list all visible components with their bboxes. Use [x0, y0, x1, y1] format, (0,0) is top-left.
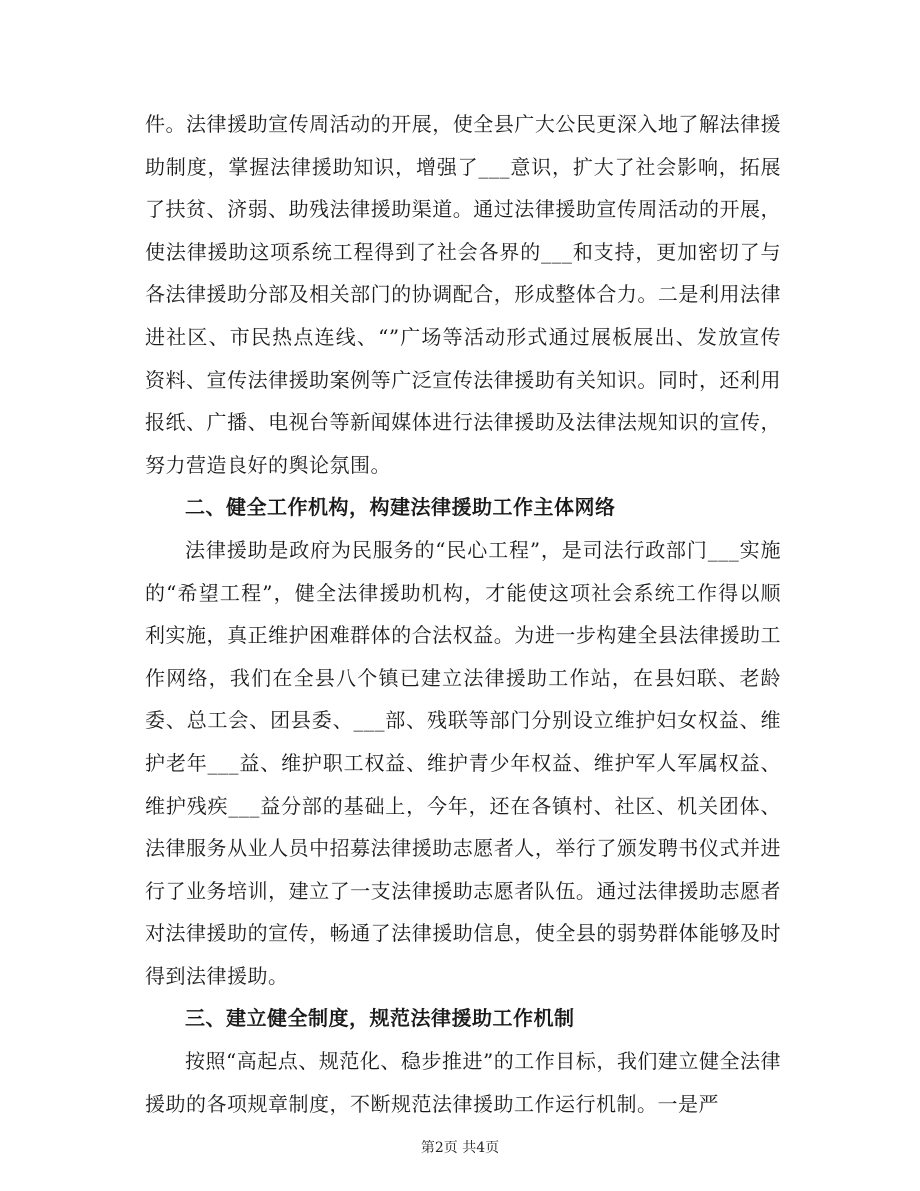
paragraph-section-3: 按照“高起点、规范化、稳步推进”的工作目标，我们建立健全法律援助的各项规章制度，不断规范法律援助工作运行机制。一是严: [145, 1049, 781, 1116]
page-number: 第2页 共4页: [420, 1140, 500, 1156]
document-body: [145, 103, 781, 1125]
page-footer: [0, 1137, 920, 1157]
section-heading-3: 三、建立健全制度，规范法律援助工作机制: [185, 1006, 575, 1031]
paragraph-continuation: 件。法律援助宣传周活动的开展，使全县广大公民更深入地了解法律援助制度，掌握法律援助知识，增强了___意识，扩大了社会影响，拓展了扶贫、济弱、助残法律援助渠道。通过法律援助宣传周活动的开展，使法律援助这项系统工程得到了社会各界的___和支持，更加密切了与各法律援助分部及相关部门的协调配合，形成整体合力。二是利用法律进社区、市民热点连线、“”广场等活动形式通过展板展出、发放宣传资料、宣传法律援助案例等广泛宣传法律援助有关知识。同时，还利用报纸、广播、电视台等新闻媒体进行法律援助及法律法规知识的宣传，努力营造良好的舆论氛围。: [145, 112, 781, 477]
paragraph-section-2: 法律援助是政府为民服务的“民心工程”，是司法行政部门___实施的“希望工程”，健全法律援助机构，才能使这项社会系统工作得以顺利实施，真正维护困难群体的合法权益。为进一步构建全县法律援助工作网络，我们在全县八个镇已建立法律援助工作站，在县妇联、老龄委、总工会、团县委、___部、残联等部门分别设立维护妇女权益、维护老年___益、维护职工权益、维护青少年权益、维护军人军属权益、维护残疾___益分部的基础上，今年，还在各镇村、社区、机关团体、法律服务从业人员中招募法律援助志愿者人，举行了颁发聘书仪式并进行了业务培训，建立了一支法律援助志愿者队伍。通过法律援助志愿者对法律援助的宣传，畅通了法律援助信息，使全县的弱势群体能够及时得到法律援助。: [145, 537, 781, 988]
section-heading-2: 二、健全工作机构，构建法律援助工作主体网络: [185, 495, 616, 520]
